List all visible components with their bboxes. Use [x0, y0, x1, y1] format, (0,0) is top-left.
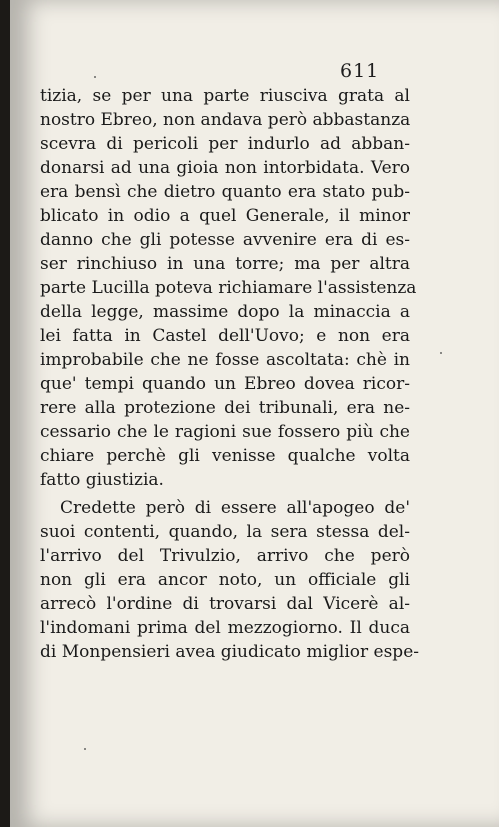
text-line: parte Lucilla poteva richiamare l'assistenza [40, 278, 417, 298]
text-line: della legge, massime dopo la minaccia a [40, 302, 410, 322]
book-page [10, 0, 499, 827]
text-line: non gli era ancor noto, un officiale gli [40, 570, 410, 590]
text-line: lei fatta in Castel dell'Uovo; e non era [40, 326, 410, 346]
page-number: 611 [340, 60, 380, 82]
paragraph-1 [40, 84, 417, 492]
text-line: cessario che le ragioni sue fossero più che [40, 422, 410, 442]
text-line: suoi contenti, quando, la sera stessa del- [40, 522, 410, 542]
text-line: nostro Ebreo, non andava però abbastanza [40, 110, 411, 130]
text-line: fatto giustizia. [40, 470, 164, 490]
text-line: l'arrivo del Trivulzio, arrivo che però [40, 546, 410, 566]
text-line: era bensì che dietro quanto era stato pub- [40, 182, 410, 202]
text-line: scevra di pericoli per indurlo ad abban- [40, 134, 410, 154]
ink-speck [84, 748, 86, 750]
text-line: improbabile che ne fosse ascoltata: chè in [40, 350, 410, 370]
text-line: chiare perchè gli venisse qualche volta [40, 446, 410, 466]
text-line: ser rinchiuso in una torre; ma per altra [40, 254, 410, 274]
text-line: danno che gli potesse avvenire era di es- [40, 230, 410, 250]
text-line: que' tempi quando un Ebreo dovea ricor- [40, 374, 410, 394]
text-line: tizia, se per una parte riusciva grata al [40, 86, 410, 106]
text-line: di Monpensieri avea giudicato miglior espe- [40, 642, 419, 662]
paragraph-2 [40, 496, 419, 664]
page-body [40, 84, 419, 664]
text-line: arrecò l'ordine di trovarsi dal Vicerè al- [40, 594, 410, 614]
text-line: donarsi ad una gioia non intorbidata. Vero [40, 158, 410, 178]
ink-speck [440, 352, 442, 354]
text-line: l'indomani prima del mezzogiorno. Il duca [40, 618, 410, 638]
text-line: rere alla protezione dei tribunali, era ne- [40, 398, 410, 418]
ink-speck [94, 76, 96, 78]
text-line: blicato in odio a quel Generale, il minor [40, 206, 410, 226]
text-line: Credette però di essere all'apogeo de' [60, 498, 410, 518]
